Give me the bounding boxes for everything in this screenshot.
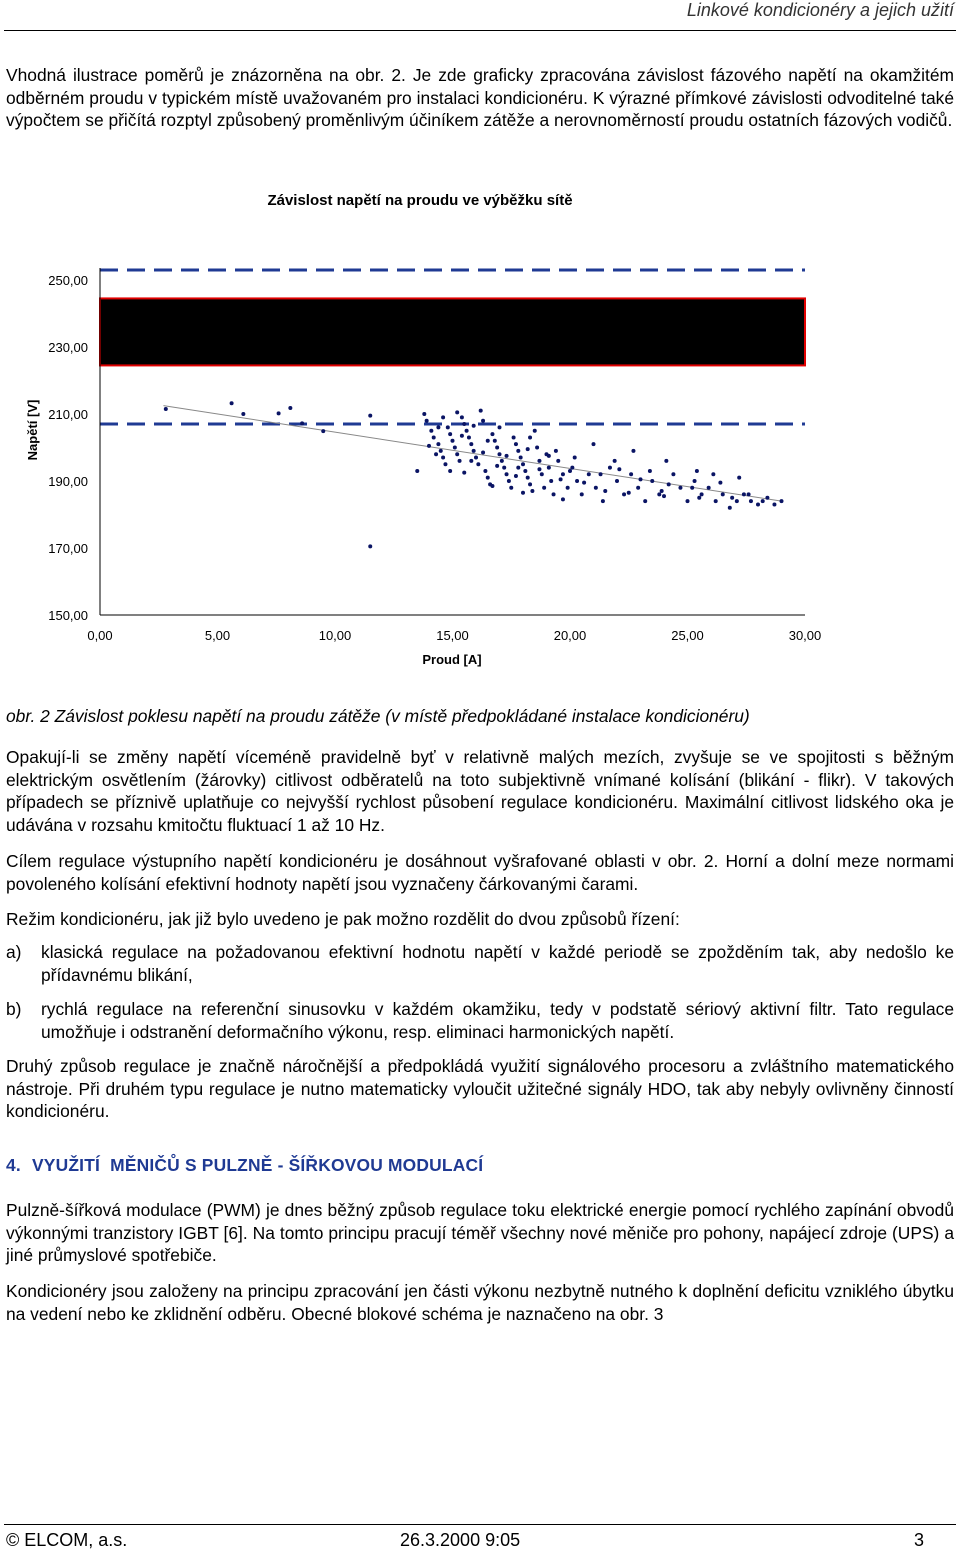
list-item-text: klasická regulace na požadovanou efektivní hodnotu napětí v každé periodě se zpožděním tak, aby nedošlo ke přídavnému blikání,: [41, 942, 954, 985]
scatter-point: [547, 466, 551, 470]
list-item-label: b): [6, 999, 22, 1019]
scatter-point: [451, 439, 455, 443]
scatter-point: [671, 472, 675, 476]
scatter-point: [765, 496, 769, 500]
scatter-point: [587, 472, 591, 476]
list-item-b: [6, 998, 954, 1043]
y-tick-label: 250,00: [48, 273, 88, 288]
scatter-point: [425, 419, 429, 423]
footer-page-number: 3: [913, 1530, 924, 1550]
scatter-point: [561, 497, 565, 501]
scatter-point: [483, 469, 487, 473]
scatter-point: [448, 469, 452, 473]
scatter-point: [667, 482, 671, 486]
scatter-point: [481, 419, 485, 423]
scatter-point: [686, 499, 690, 503]
scatter-point: [514, 474, 518, 478]
paragraph-6: Kondicionéry jsou založeny na principu zpracování jen části výkonu nezbytně nutného k doplnění deficitu vzniklého úbytku na vedení nebo ke zklidnění odběru. Obecné blokové schéma je naznačeno na obr. 3: [6, 1281, 954, 1324]
scatter-point: [554, 449, 558, 453]
scatter-point: [537, 467, 541, 471]
scatter-point: [241, 412, 245, 416]
footer-datetime: 26.3.2000 9:05: [400, 1530, 521, 1550]
y-tick-label: 150,00: [48, 608, 88, 623]
scatter-point: [460, 434, 464, 438]
paragraph-5: Pulzně-šířková modulace (PWM) je dnes běžný způsob regulace toku elektrické energie pomocí rychlého zapínání obvodů výkonnými tranzistory IGBT [6]. Na tomto principu pracují téměř všechny nové měniče pro pohony, napájecí zdroje (UPS) a jiné průmyslové spotřebiče.: [6, 1200, 954, 1266]
y-tick-label: 210,00: [48, 407, 88, 422]
scatter-point: [288, 406, 292, 410]
scatter-point: [469, 459, 473, 463]
scatter-point: [462, 422, 466, 426]
scatter-point: [700, 492, 704, 496]
scatter-point: [436, 442, 440, 446]
scatter-point: [749, 499, 753, 503]
x-tick-label: 30,00: [788, 628, 822, 643]
scatter-point: [458, 459, 462, 463]
scatter-point: [608, 466, 612, 470]
chart-title: Závislost napětí na proudu ve výběžku sítě: [267, 192, 573, 209]
scatter-point: [533, 429, 537, 433]
running-header: Linkové kondicionéry a jejich užití: [686, 0, 954, 20]
scatter-point: [164, 407, 168, 411]
scatter-point: [603, 489, 607, 493]
scatter-point: [502, 466, 506, 470]
scatter-point: [472, 424, 476, 428]
scatter-point: [446, 425, 450, 429]
scatter-point: [526, 447, 530, 451]
scatter-point: [469, 442, 473, 446]
x-tick-label: 25,00: [671, 628, 704, 643]
scatter-point: [507, 479, 511, 483]
scatter-point: [592, 442, 596, 446]
scatter-point: [643, 499, 647, 503]
voltage-current-chart: [0, 180, 960, 680]
scatter-point: [664, 459, 668, 463]
scatter-point: [230, 401, 234, 405]
scatter-point: [455, 452, 459, 456]
scatter-point: [678, 486, 682, 490]
scatter-point: [650, 479, 654, 483]
scatter-point: [526, 476, 530, 480]
scatter-point: [540, 472, 544, 476]
scatter-point: [415, 469, 419, 473]
scatter-point: [516, 466, 520, 470]
footer-rule: [4, 1524, 956, 1525]
scatter-point: [528, 435, 532, 439]
section-title: VYUŽITÍ MĚNIČŮ S PULZNĚ - ŠÍŘKOVOU MODULACÍ: [32, 1155, 484, 1175]
scatter-point: [662, 494, 666, 498]
scatter-point: [761, 499, 765, 503]
x-axis-label: Proud [A]: [422, 652, 482, 667]
scatter-point: [481, 451, 485, 455]
scatter-point: [479, 409, 483, 413]
scatter-point: [474, 456, 478, 460]
scatter-point: [772, 502, 776, 506]
scatter-point: [439, 449, 443, 453]
scatter-point: [427, 444, 431, 448]
scatter-point: [277, 411, 281, 415]
x-tick-label: 5,00: [204, 628, 231, 643]
list-item-label: a): [6, 942, 22, 962]
scatter-point: [368, 544, 372, 548]
section-heading: [6, 1155, 483, 1176]
scatter-point: [472, 449, 476, 453]
scatter-point: [530, 489, 534, 493]
scatter-point: [707, 486, 711, 490]
scatter-point: [568, 469, 572, 473]
scatter-point: [453, 446, 457, 450]
scatter-point: [521, 491, 525, 495]
scatter-point: [500, 459, 504, 463]
x-tick-label: 0,00: [87, 628, 113, 643]
scatter-point: [467, 435, 471, 439]
scatter-point: [780, 499, 784, 503]
scatter-point: [735, 499, 739, 503]
y-axis-label: Napětí [V]: [25, 399, 40, 461]
scatter-point: [448, 432, 452, 436]
scatter-point: [737, 476, 741, 480]
scatter-point: [542, 486, 546, 490]
scatter-point: [747, 492, 751, 496]
scatter-point: [509, 486, 513, 490]
scatter-point: [486, 476, 490, 480]
scatter-point: [622, 492, 626, 496]
scatter-point: [690, 486, 694, 490]
trend-line: [163, 406, 781, 501]
scatter-point: [436, 425, 440, 429]
scatter-point: [730, 496, 734, 500]
y-tick-label: 230,00: [48, 340, 88, 355]
y-tick-label: 170,00: [48, 541, 88, 556]
scatter-point: [422, 412, 426, 416]
scatter-point: [476, 462, 480, 466]
scatter-point: [617, 467, 621, 471]
scatter-point: [443, 462, 447, 466]
scatter-point: [721, 492, 725, 496]
scatter-point: [498, 452, 502, 456]
paragraph-2: Cílem regulace výstupního napětí kondicionéru je dosáhnout vyšrafované oblasti v obr. 2. Horní a dolní meze normami povoleného kolísání efektivní hodnoty napětí jsou vyznačeny čárkovanými čarami.: [6, 851, 954, 894]
x-tick-label: 10,00: [318, 628, 352, 643]
scatter-point: [535, 446, 539, 450]
scatter-point: [490, 432, 494, 436]
scatter-point: [582, 481, 586, 485]
header-rule: [4, 30, 956, 31]
scatter-point: [711, 472, 715, 476]
scatter-point: [556, 459, 560, 463]
scatter-point: [495, 446, 499, 450]
scatter-point: [615, 479, 619, 483]
scatter-point: [742, 492, 746, 496]
scatter-points: [164, 401, 784, 548]
scatter-point: [521, 462, 525, 466]
footer-company: © ELCOM, a.s.: [6, 1530, 128, 1550]
paragraph-4: Druhý způsob regulace je značně náročnější a předpokládá využití signálového procesoru a zvláštního matematického nástroje. Při druhém typu regulace je nutno matematicky vyloučit užitečné signály HDO, tak aby nebyly ovlivněny činností kondicionéru.: [6, 1056, 954, 1122]
scatter-point: [523, 469, 527, 473]
list-item-a: [6, 941, 954, 986]
x-tick-labels: [87, 628, 821, 643]
scatter-point: [505, 454, 509, 458]
scatter-point: [514, 442, 518, 446]
scatter-point: [693, 479, 697, 483]
scatter-point: [549, 479, 553, 483]
scatter-point: [537, 459, 541, 463]
scatter-point: [657, 492, 661, 496]
scatter-point: [512, 435, 516, 439]
y-tick-label: 190,00: [48, 474, 88, 489]
scatter-point: [486, 439, 490, 443]
scatter-point: [493, 439, 497, 443]
paragraph-intro: Vhodná ilustrace poměrů je znázorněna na obr. 2. Je zde graficky zpracována závislost fázového napětí na okamžitém odběrném proudu v typickém místě uvažovaném pro instalaci kondicionéru. K výrazné přímkové závislosti odvoditelné také výpočtem se přičítá rozptyl způsobený proměnlivým účiníkem zátěže a nerovnoměrností proudu ostatních fázových vodičů.: [6, 65, 954, 131]
scatter-point: [580, 492, 584, 496]
x-tick-label: 15,00: [436, 628, 469, 643]
scatter-point: [660, 489, 664, 493]
scatter-point: [636, 486, 640, 490]
scatter-point: [434, 452, 438, 456]
scatter-point: [552, 492, 556, 496]
scatter-point: [516, 449, 520, 453]
scatter-point: [528, 482, 532, 486]
scatter-point: [561, 472, 565, 476]
scatter-point: [566, 486, 570, 490]
scatter-point: [575, 479, 579, 483]
scatter-point: [639, 477, 643, 481]
scatter-point: [631, 449, 635, 453]
list-item-text: rychlá regulace na referenční sinusovku v každém okamžiku, tedy v podstatě sériový aktivní filtr. Tato regulace umožňuje i odstranění deformačního výkonu, resp. eliminaci harmonických napětí.: [41, 999, 954, 1042]
scatter-point: [627, 491, 631, 495]
scatter-point: [300, 421, 304, 425]
target-band: [100, 298, 805, 365]
scatter-point: [498, 425, 502, 429]
scatter-point: [718, 481, 722, 485]
scatter-point: [728, 506, 732, 510]
scatter-point: [455, 410, 459, 414]
scatter-point: [714, 499, 718, 503]
scatter-point: [547, 454, 551, 458]
scatter-point: [505, 472, 509, 476]
scatter-point: [462, 471, 466, 475]
scatter-point: [429, 429, 433, 433]
scatter-point: [559, 477, 563, 481]
scatter-point: [321, 429, 325, 433]
scatter-point: [599, 472, 603, 476]
scatter-point: [519, 456, 523, 460]
scatter-point: [465, 429, 469, 433]
scatter-point: [613, 459, 617, 463]
scatter-point: [594, 486, 598, 490]
y-tick-labels: [48, 273, 88, 623]
scatter-point: [432, 435, 436, 439]
x-tick-label: 20,00: [553, 628, 587, 643]
scatter-point: [490, 484, 494, 488]
scatter-point: [441, 415, 445, 419]
scatter-point: [570, 466, 574, 470]
scatter-point: [573, 456, 577, 460]
scatter-point: [601, 499, 605, 503]
scatter-point: [697, 496, 701, 500]
scatter-point: [368, 414, 372, 418]
scatter-point: [460, 415, 464, 419]
scatter-point: [495, 464, 499, 468]
section-number: 4.: [6, 1155, 21, 1175]
scatter-point: [629, 472, 633, 476]
scatter-point: [695, 469, 699, 473]
paragraph-3: Režim kondicionéru, jak již bylo uvedeno je pak možno rozdělit do dvou způsobů řízení:: [6, 909, 680, 929]
paragraph-1: Opakují-li se změny napětí víceméně pravidelně byť v relativně malých mezích, zvyšuje se ve spojitosti s běžným elektrickým osvětlením (žárovky) citlivost odběratelů na toto subjektivně vnímané kolísání (blikání - flikr). V takových případech se příznivě uplatňuje co nejvyšší rychlost působení regulace kondicionéru. Maximální citlivost lidského oka je udávána v rozsahu kmitočtu fluktuací 1 až 10 Hz.: [6, 747, 954, 835]
figure-caption: obr. 2 Závislost poklesu napětí na proudu zátěže (v místě předpokládané instalace kondicionéru): [6, 706, 750, 726]
scatter-point: [648, 469, 652, 473]
scatter-point: [441, 456, 445, 460]
scatter-point: [756, 502, 760, 506]
